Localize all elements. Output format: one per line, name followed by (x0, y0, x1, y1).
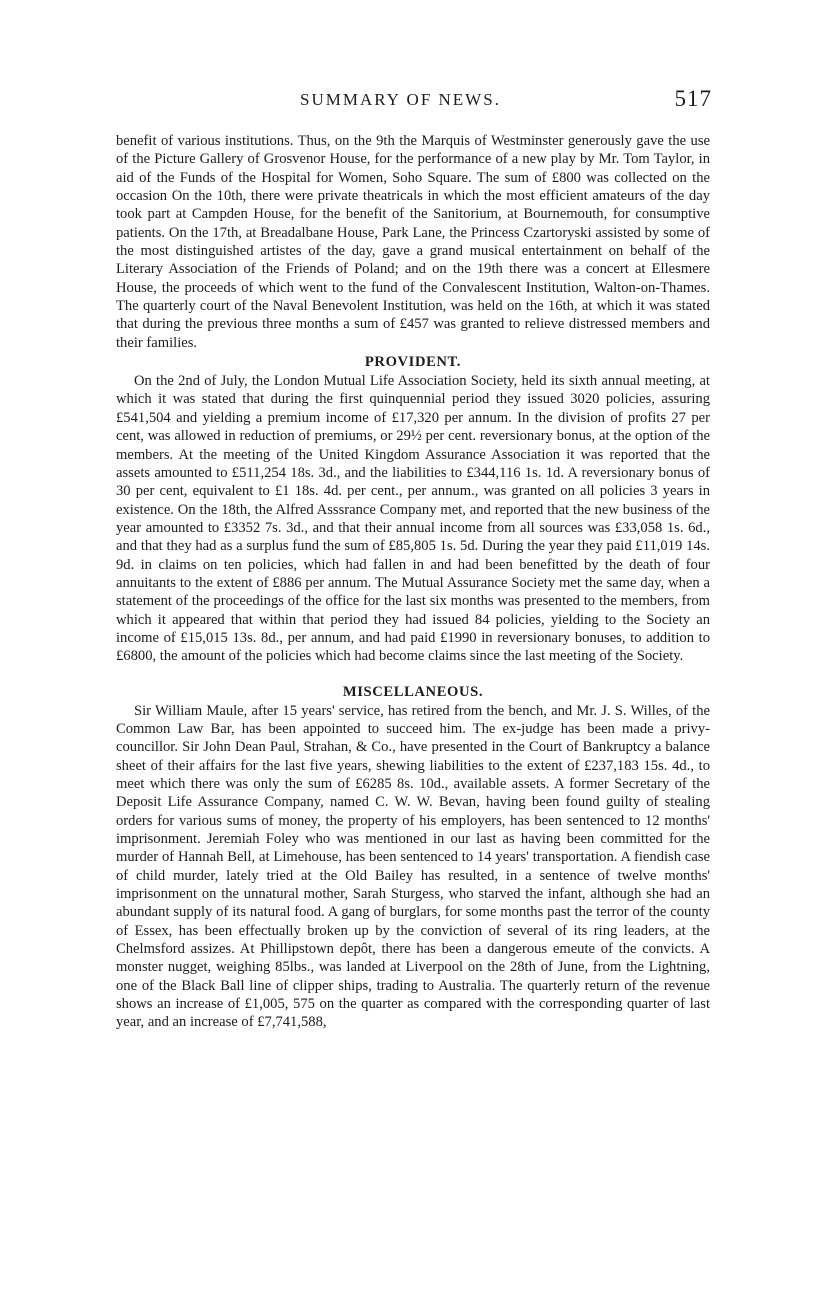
paragraph-charity-continued: benefit of various institutions. Thus, on the 9th the Marquis of Westminster generously gave the use of the Picture Gallery of Grosvenor House, for the performance of a new play by Mr. Tom Taylor, in aid of the Funds of the Hospital for Women, Soho Square. The sum of £800 was collected on the occasion On the 10th, there were private theatricals in which the most efficient amateurs of the day took part at Campden House, for the benefit of the Sanitorium, at Bournemouth, for consumptive patients. On the 17th, at Breadalbane House, Park Lane, the Princess Czartoryski assisted by some of the most distinguished artistes of the day, gave a grand musical entertainment on behalf of the Literary Association of the Friends of Poland; and on the 19th there was a concert at Ellesmere House, the proceeds of which went to the fund of the Convalescent Institution, Walton-on-Thames. The quarterly court of the Naval Benevolent Institution, was held on the 16th, at which it was stated that during the previous three months a sum of £457 was granted to relieve distressed members and their families. (116, 133, 710, 351)
running-title: SUMMARY OF NEWS. (300, 90, 501, 109)
text-column (116, 132, 710, 1032)
page-number: 517 (674, 86, 712, 111)
paragraph-provident: On the 2nd of July, the London Mutual Life Association Society, held its sixth annual meeting, at which it was stated that during the first quinquennial period they issued 3020 policies, assuring £541,504 and yielding a premium income of £17,320 per annum. In the division of profits 27 per cent, was allowed in reduction of premiums, or 29½ per cent. reversionary bonus, at the option of the members. At the meeting of the United Kingdom Assurance Association it was reported that the assets amounted to £511,254 18s. 3d., and the liabilities to £344,116 1s. 1d. A reversionary bonus of 30 per cent, equivalent to £1 18s. 4d. per cent., per annum., was granted on all policies 3 years in existence. On the 18th, the Alfred Asssrance Company met, and reported that the new business of the year amounted to £3352 7s. 3d., and that their annual income from all sources was £33,058 1s. 6d., and that they had as a surplus fund the sum of £85,805 1s. 5d. During the year they paid £11,019 14s. 9d. in claims on ten policies, which had fallen in and had been benefitted by the death of four annuitants to the extent of £886 per annum. The Mutual Assurance Society met the same day, when a statement of the proceedings of the office for the last six months was presented to the members, from which it appeared that within that period they had issued 84 policies, yielding to the Society an income of £15,015 13s. 8d., per annum, and had paid £1990 in reversionary bonuses, to addition to £6800, the amount of the policies which had become claims since the last meeting of the Society. (116, 373, 710, 665)
heading-provident: PROVIDENT. (364, 354, 462, 371)
heading-miscellaneous: MISCELLANEOUS. (342, 683, 484, 700)
running-head (0, 86, 825, 116)
paragraph-miscellaneous: Sir William Maule, after 15 years' service, has retired from the bench, and Mr. J. S. Willes, of the Common Law Bar, has been appointed to succeed him. The ex-judge has been made a privy-councillor. Sir John Dean Paul, Strahan, & Co., have presented in the Court of Bankruptcy a balance sheet of their affairs for the last five years, shewing liabilities to the extent of £237,183 15s. 4d., to meet which there was only the sum of £6285 8s. 10d., available assets. A former Secretary of the Deposit Life Assurance Company, named C. W. W. Bevan, having been found guilty of stealing orders for various sums of money, the property of his employers, has been sentenced to 12 months' imprisonment. Jeremiah Foley who was mentioned in our last as having been committed for the murder of Hannah Bell, at Limehouse, has been sentenced to 14 years' transportation. A fiendish case of child murder, lately tried at the Old Bailey has resulted, in a sentence of twelve months' imprisonment on the unnatural mother, Sarah Sturgess, who starved the infant, although she had an abundant supply of its natural food. A gang of burglars, for some months past the terror of the county of Essex, has been effectually broken up by the conviction of several of its ring leaders, at the Chelmsford assizes. At Phillipstown depôt, there has been a dangerous emeute of the convicts. A monster nugget, weighing 85lbs., was landed at Liverpool on the 28th of June, from the Lightning, one of the Black Ball line of clipper ships, trading to Australia. The quarterly return of the revenue shows an increase of £1,005, 575 on the quarter as compared with the corresponding quarter of last year, and an increase of £7,741,588, (116, 702, 710, 1031)
